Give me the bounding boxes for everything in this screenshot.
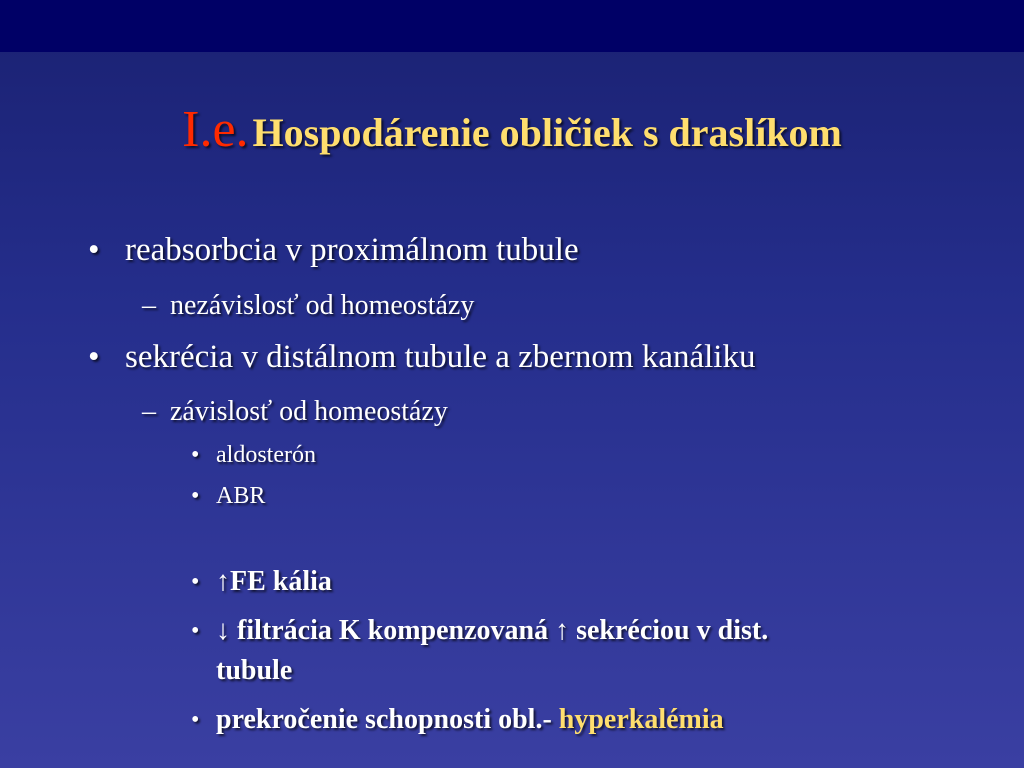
subsubbullet-text: prekročenie schopnosti obl.-: [216, 704, 559, 735]
bullet-marker: •: [191, 618, 200, 644]
title-text: Hospodárenie obličiek s draslíkom: [252, 110, 842, 155]
subsubbullet-text-c: tubule: [216, 655, 293, 686]
subsubbullet-text: aldosterón: [216, 442, 316, 468]
subsubbullet-text-b: sekréciou v dist.: [569, 615, 769, 646]
arrow-up-icon: ↑: [216, 566, 230, 597]
title-prefix: I.e.: [182, 101, 249, 158]
subsubbullet-text: ABR: [216, 483, 266, 509]
dash-marker: –: [142, 396, 156, 427]
bullet-marker: •: [191, 483, 200, 509]
subsubbullet-text-a: filtrácia K kompenzovaná: [230, 615, 556, 646]
subbullet-text: nezávislosť od homeostázy: [170, 290, 475, 321]
bullet-marker: •: [191, 569, 200, 595]
dash-marker: –: [142, 290, 156, 321]
subbullet-text: závislosť od homeostázy: [170, 396, 448, 427]
bullet-marker: •: [191, 707, 200, 733]
arrow-down-icon: ↓: [216, 615, 230, 646]
bullet-marker: •: [191, 442, 200, 468]
arrow-up-icon: ↑: [555, 615, 570, 646]
bullet-marker: •: [88, 232, 100, 268]
highlight-hyperkalemia: hyperkalémia: [558, 704, 724, 735]
bullet-marker: •: [88, 339, 100, 375]
subsubbullet-text: FE kália: [230, 566, 332, 597]
bullet-text: sekrécia v distálnom tubule a zbernom kanáliku: [125, 339, 756, 375]
bullet-text: reabsorbcia v proximálnom tubule: [125, 232, 579, 268]
